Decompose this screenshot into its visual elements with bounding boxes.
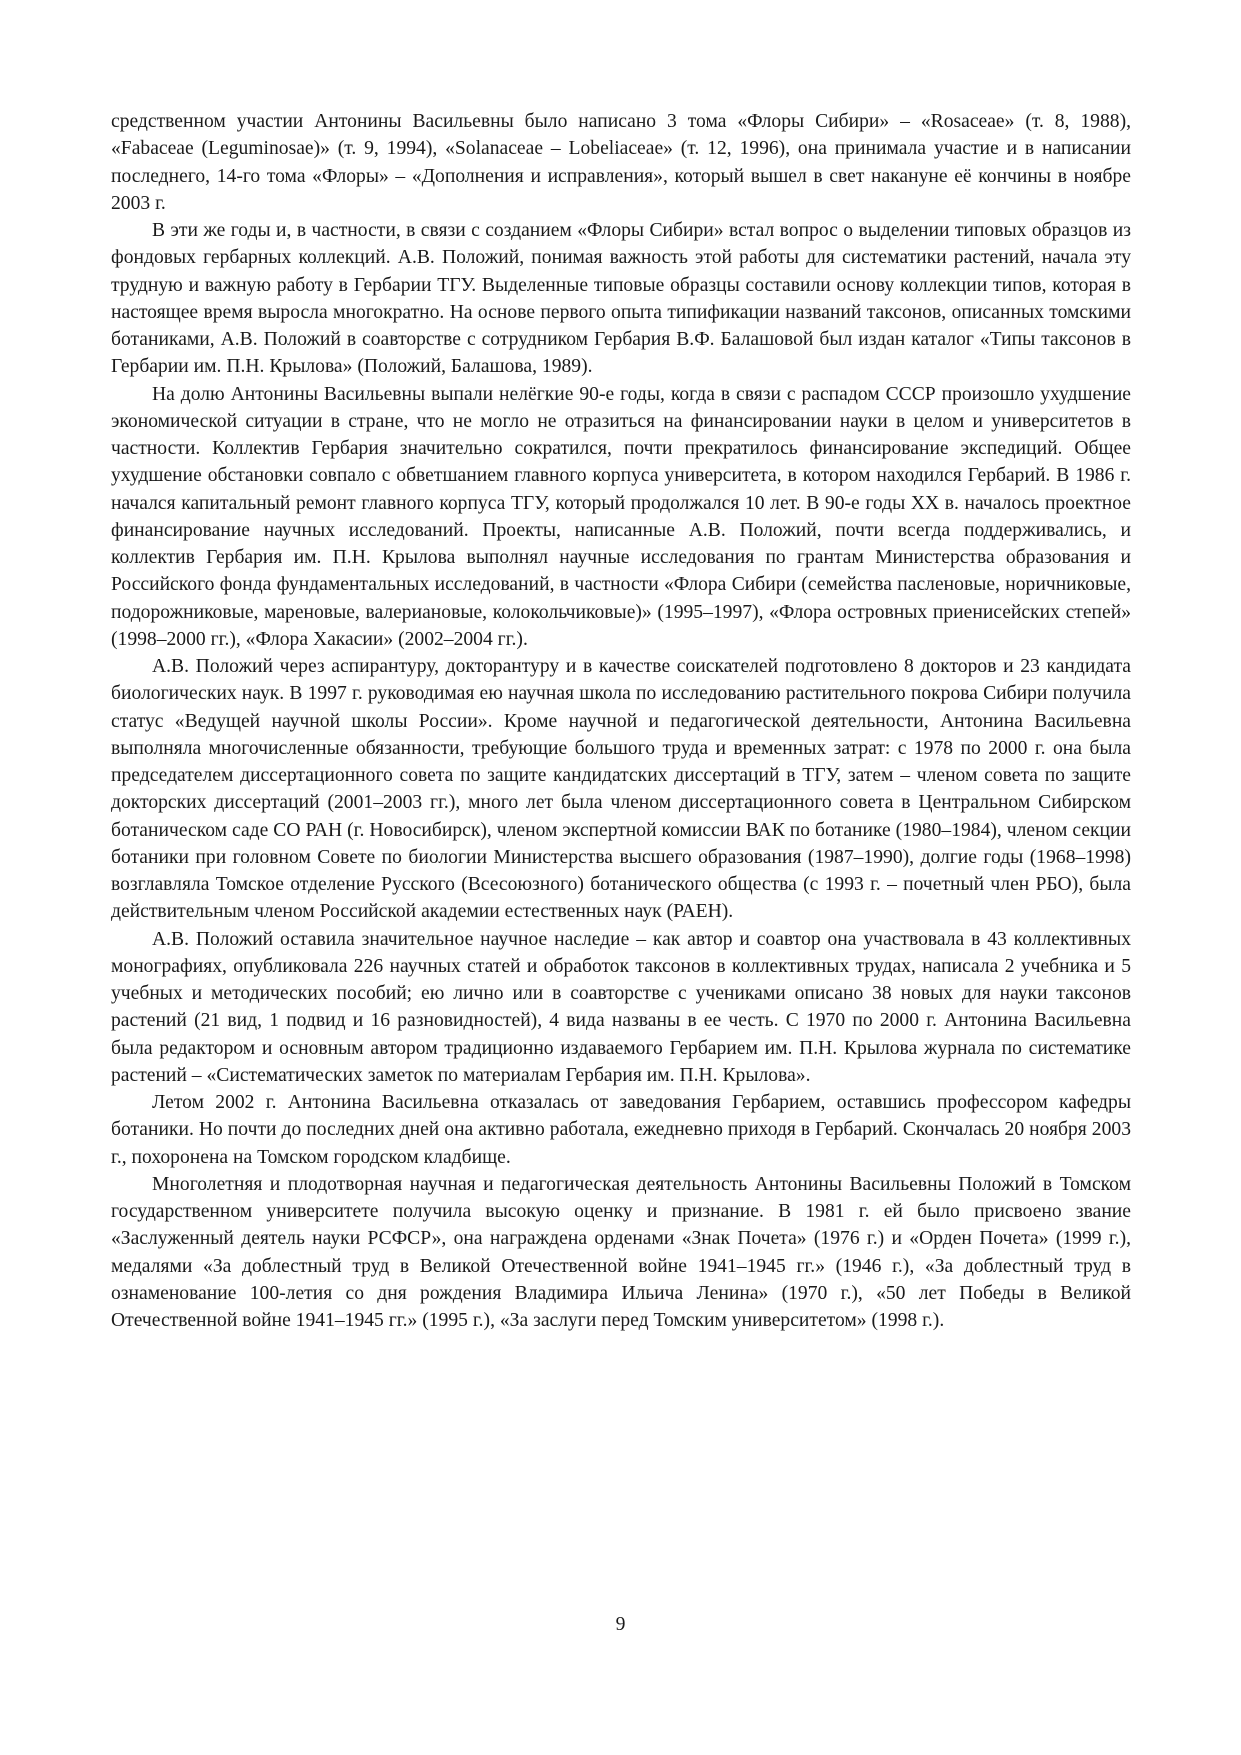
- paragraph-awards: Многолетняя и плодотворная научная и педагогическая деятельность Антонины Васильевны Положий в Томском государственном университете получила высокую оценку и признание. В 1981 г. ей было присвоено звание «Заслуженный деятель науки РСФСР», она награждена орденами «Знак Почета» (1976 г.) и «Орден Почета» (1999 г.), медалями «За доблестный труд в Великой Отечественной войне 1941–1945 гг.» (1946 г.), «За доблестный труд в ознаменование 100-летия со дня рождения Владимира Ильича Ленина» (1970 г.), «50 лет Победы в Великой Отечественной войне 1941–1945 гг.» (1995 г.), «За заслуги перед Томским университетом» (1998 г.).: [111, 1173, 1131, 1331]
- paragraph-nineties: На долю Антонины Васильевны выпали нелёгкие 90-е годы, когда в связи с распадом СССР произошло ухудшение экономической ситуации в стране, что не могло не отразиться на финансировании науки в целом и университетов в частности. Коллектив Гербария значительно сократился, почти прекратилось финансирование экспедиций. Общее ухудшение обстановки совпало с обветшанием главного корпуса университета, в котором находился Гербарий. В 1986 г. начался капитальный ремонт главного корпуса ТГУ, который продолжался 10 лет. В 90-е годы XX в. началось проектное финансирование научных исследований. Проекты, написанные А.В. Положий, почти всегда поддерживались, и коллектив Гербария им. П.Н. Крылова выполнял научные исследования по грантам Министерства образования и Российского фонда фундаментальных исследований, в частности «Флора Сибири (семейства пасленовые, норичниковые, подорожниковые, мареновые, валериановые, колокольчиковые)» (1995–1997), «Флора островных приенисейских степей» (1998–2000 гг.), «Флора Хакасии» (2002–2004 гг.).: [111, 383, 1131, 650]
- page-number: 9: [615, 1614, 626, 1635]
- paragraph-students-duties: А.В. Положий через аспирантуру, докторантуру и в качестве соискателей подготовлено 8 докторов и 23 кандидата биологических наук. В 1997 г. руководимая ею научная школа по исследованию растительного покрова Сибири получила статус «Ведущей научной школы России». Кроме научной и педагогической деятельности, Антонина Васильевна выполняла многочисленные обязанности, требующие большого труда и временных затрат: с 1978 по 2000 г. она была председателем диссертационного совета по защите кандидатских диссертаций в ТГУ, затем – членом совета по защите докторских диссертаций (2001–2003 гг.), много лет была членом диссертационного совета в Центральном Сибирском ботаническом саде СО РАН (г. Новосибирск), членом экспертной комиссии ВАК по ботанике (1980–1984), членом секции ботаники при головном Совете по биологии Министерства высшего образования (1987–1990), долгие годы (1968–1998) возглавляла Томское отделение Русского (Всесоюзного) ботанического общества (с 1993 г. – почетный член РБО), была действительным членом Российской академии естественных наук (РАЕН).: [111, 656, 1131, 923]
- paragraph-scientific-legacy: А.В. Положий оставила значительное научное наследие – как автор и соавтор она участвовала в 43 коллективных монографиях, опубликовала 226 научных статей и обработок таксонов в коллективных трудах, написала 2 учебника и 5 учебных и методических пособий; ею лично или в соавторстве с учениками описано 38 новых для науки таксонов растений (21 вид, 1 подвид и 16 разновидностей), 4 вида названы в ее честь. С 1970 по 2000 г. Антонина Васильевна была редактором и основным автором традиционно издаваемого Гербарием им. П.Н. Крылова журнала по систематике растений – «Систематических заметок по материалам Гербария им. П.Н. Крылова».: [111, 928, 1131, 1086]
- paragraph-type-specimens: В эти же годы и, в частности, в связи с созданием «Флоры Сибири» встал вопрос о выделении типовых образцов из фондовых гербарных коллекций. А.В. Положий, понимая важность этой работы для систематики растений, начала эту трудную и важную работу в Гербарии ТГУ. Выделенные типовые образцы составили основу коллекции типов, которая в настоящее время выросла многократно. На основе первого опыта типификации названий таксонов, описанных томскими ботаниками, А.В. Положий в соавторстве с сотрудником Гербария В.Ф. Балашовой был издан каталог «Типы таксонов в Гербарии им. П.Н. Крылова» (Положий, Балашова, 1989).: [111, 220, 1131, 378]
- body-text: [111, 108, 1131, 1334]
- paragraph-continuation: средственном участии Антонины Васильевны было написано 3 тома «Флоры Сибири» – «Rosaceae» (т. 8, 1988), «Fabaceae (Leguminosae)» (т. 9, 1994), «Solanaceae – Lobeliaceae» (т. 12, 1996), она принимала участие и в написании последнего, 14-го тома «Флоры» – «Дополнения и исправления», который вышел в свет накануне её кончины в ноябре 2003 г.: [111, 111, 1131, 214]
- paragraph-final-years: Летом 2002 г. Антонина Васильевна отказалась от заведования Гербарием, оставшись профессором кафедры ботаники. Но почти до последних дней она активно работала, ежедневно приходя в Гербарий. Скончалась 20 ноября 2003 г., похоронена на Томском городском кладбище.: [111, 1092, 1131, 1168]
